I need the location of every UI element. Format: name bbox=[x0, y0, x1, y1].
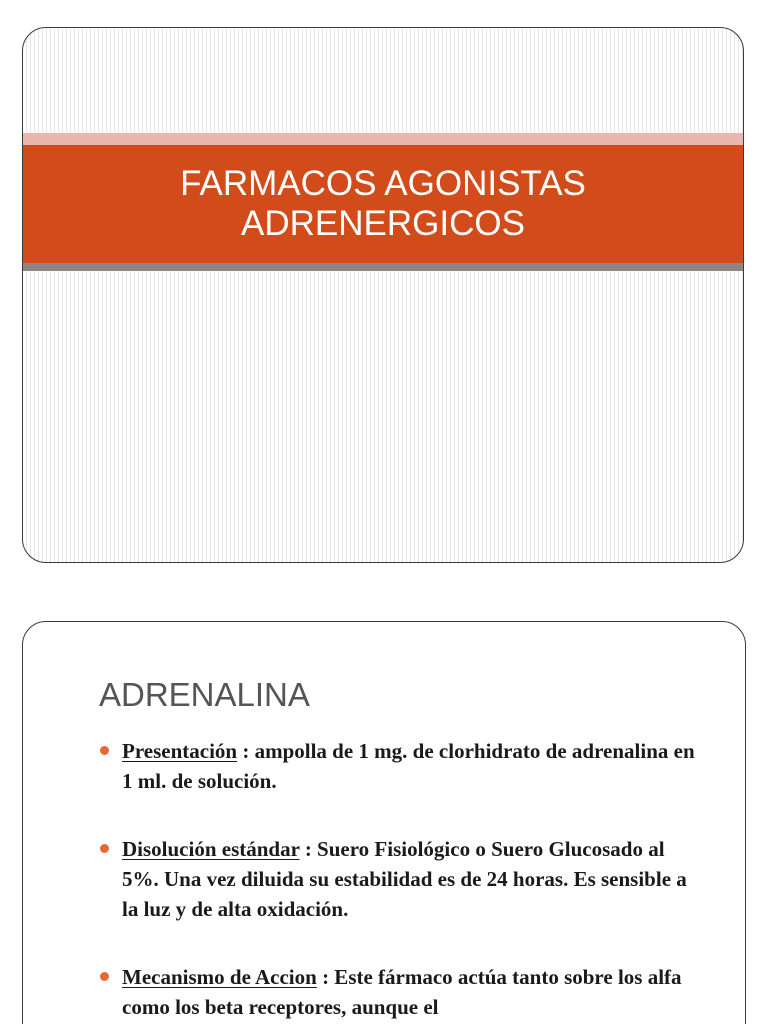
slide-title-line-1: FARMACOS AGONISTAS bbox=[180, 164, 586, 203]
bullet-dot-icon bbox=[100, 844, 109, 853]
bullet-text: : Este fármaco actúa tanto sobre los alfa como los beta receptores, aunque el bbox=[122, 965, 682, 1019]
content-slide bbox=[22, 621, 746, 1024]
bullet-list bbox=[99, 736, 699, 1022]
title-band-bottom-stripe bbox=[23, 263, 743, 271]
bullet-item-presentacion bbox=[99, 736, 699, 796]
bullet-item-disolucion bbox=[99, 834, 699, 924]
slide-title bbox=[180, 164, 586, 244]
slide-heading: ADRENALINA bbox=[99, 676, 310, 713]
bullet-term: Mecanismo de Accion bbox=[122, 965, 317, 989]
bullet-item-mecanismo bbox=[99, 962, 699, 1022]
bullet-text: : ampolla de 1 mg. de clorhidrato de adrenalina en 1 ml. de solución. bbox=[122, 739, 695, 793]
title-band-top-stripe bbox=[23, 133, 743, 145]
bullet-term: Presentación bbox=[122, 739, 238, 763]
bullet-text: : Suero Fisiológico o Suero Glucosado al 5%. Una vez diluida su estabilidad es de 24 horas. Es sensible a la luz y de alta oxidación. bbox=[122, 837, 687, 921]
title-slide bbox=[22, 27, 744, 563]
bullet-dot-icon bbox=[100, 746, 109, 755]
title-band bbox=[23, 145, 743, 263]
slide-title-line-2: ADRENERGICOS bbox=[241, 204, 525, 243]
bullet-term: Disolución estándar bbox=[122, 837, 300, 861]
bullet-dot-icon bbox=[100, 972, 109, 981]
